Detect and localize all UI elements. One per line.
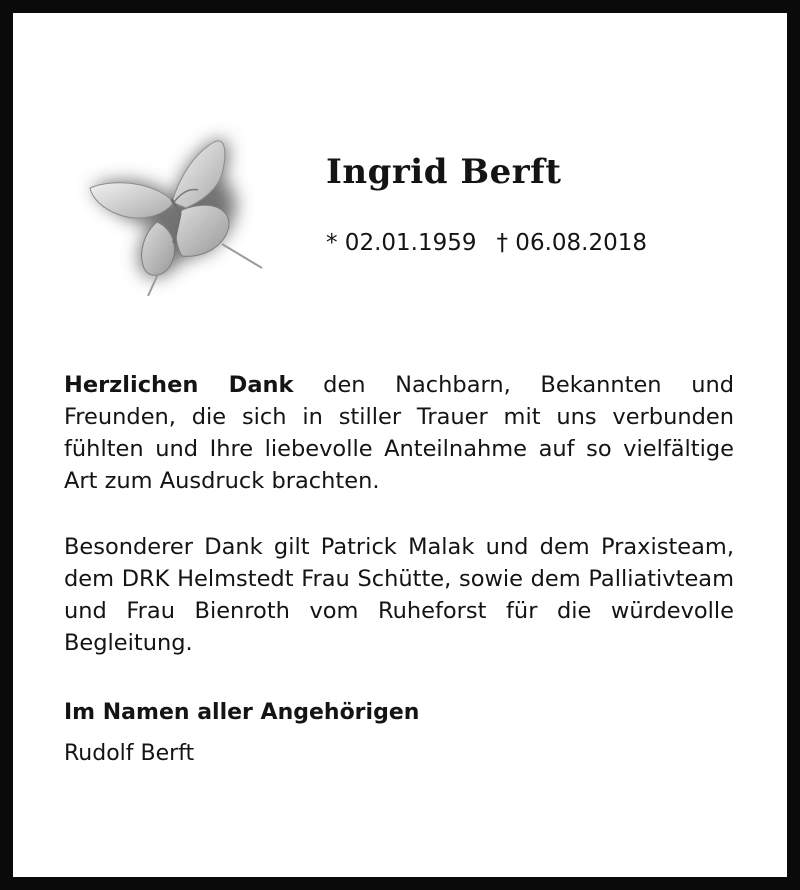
deceased-name: Ingrid Berft <box>326 152 562 192</box>
life-dates <box>326 230 647 256</box>
thanks-paragraph <box>64 369 734 497</box>
thanks-lead: Herzlichen Dank <box>64 372 294 398</box>
thanks-text: den Nachbarn, Bekannten und Freunden, die sich in stiller Trauer mit uns verbunden fühlten und Ihre liebevolle Anteilnahme auf so vielfältige Art zum Ausdruck brachten. <box>64 372 735 494</box>
special-thanks-paragraph: Besonderer Dank gilt Patrick Malak und dem Praxisteam, dem DRK Helmstedt Frau Schütte, sowie dem Palliativteam und Frau Bienroth vom Ruheforst für die würdevolle Begleitung. <box>64 534 734 656</box>
signature-heading: Im Namen aller Angehörigen <box>64 700 420 725</box>
death-date: † 06.08.2018 <box>496 230 647 256</box>
butterfly-icon <box>62 118 284 303</box>
signature-name: Rudolf Berft <box>64 741 195 766</box>
birth-date: * 02.01.1959 <box>326 230 477 256</box>
